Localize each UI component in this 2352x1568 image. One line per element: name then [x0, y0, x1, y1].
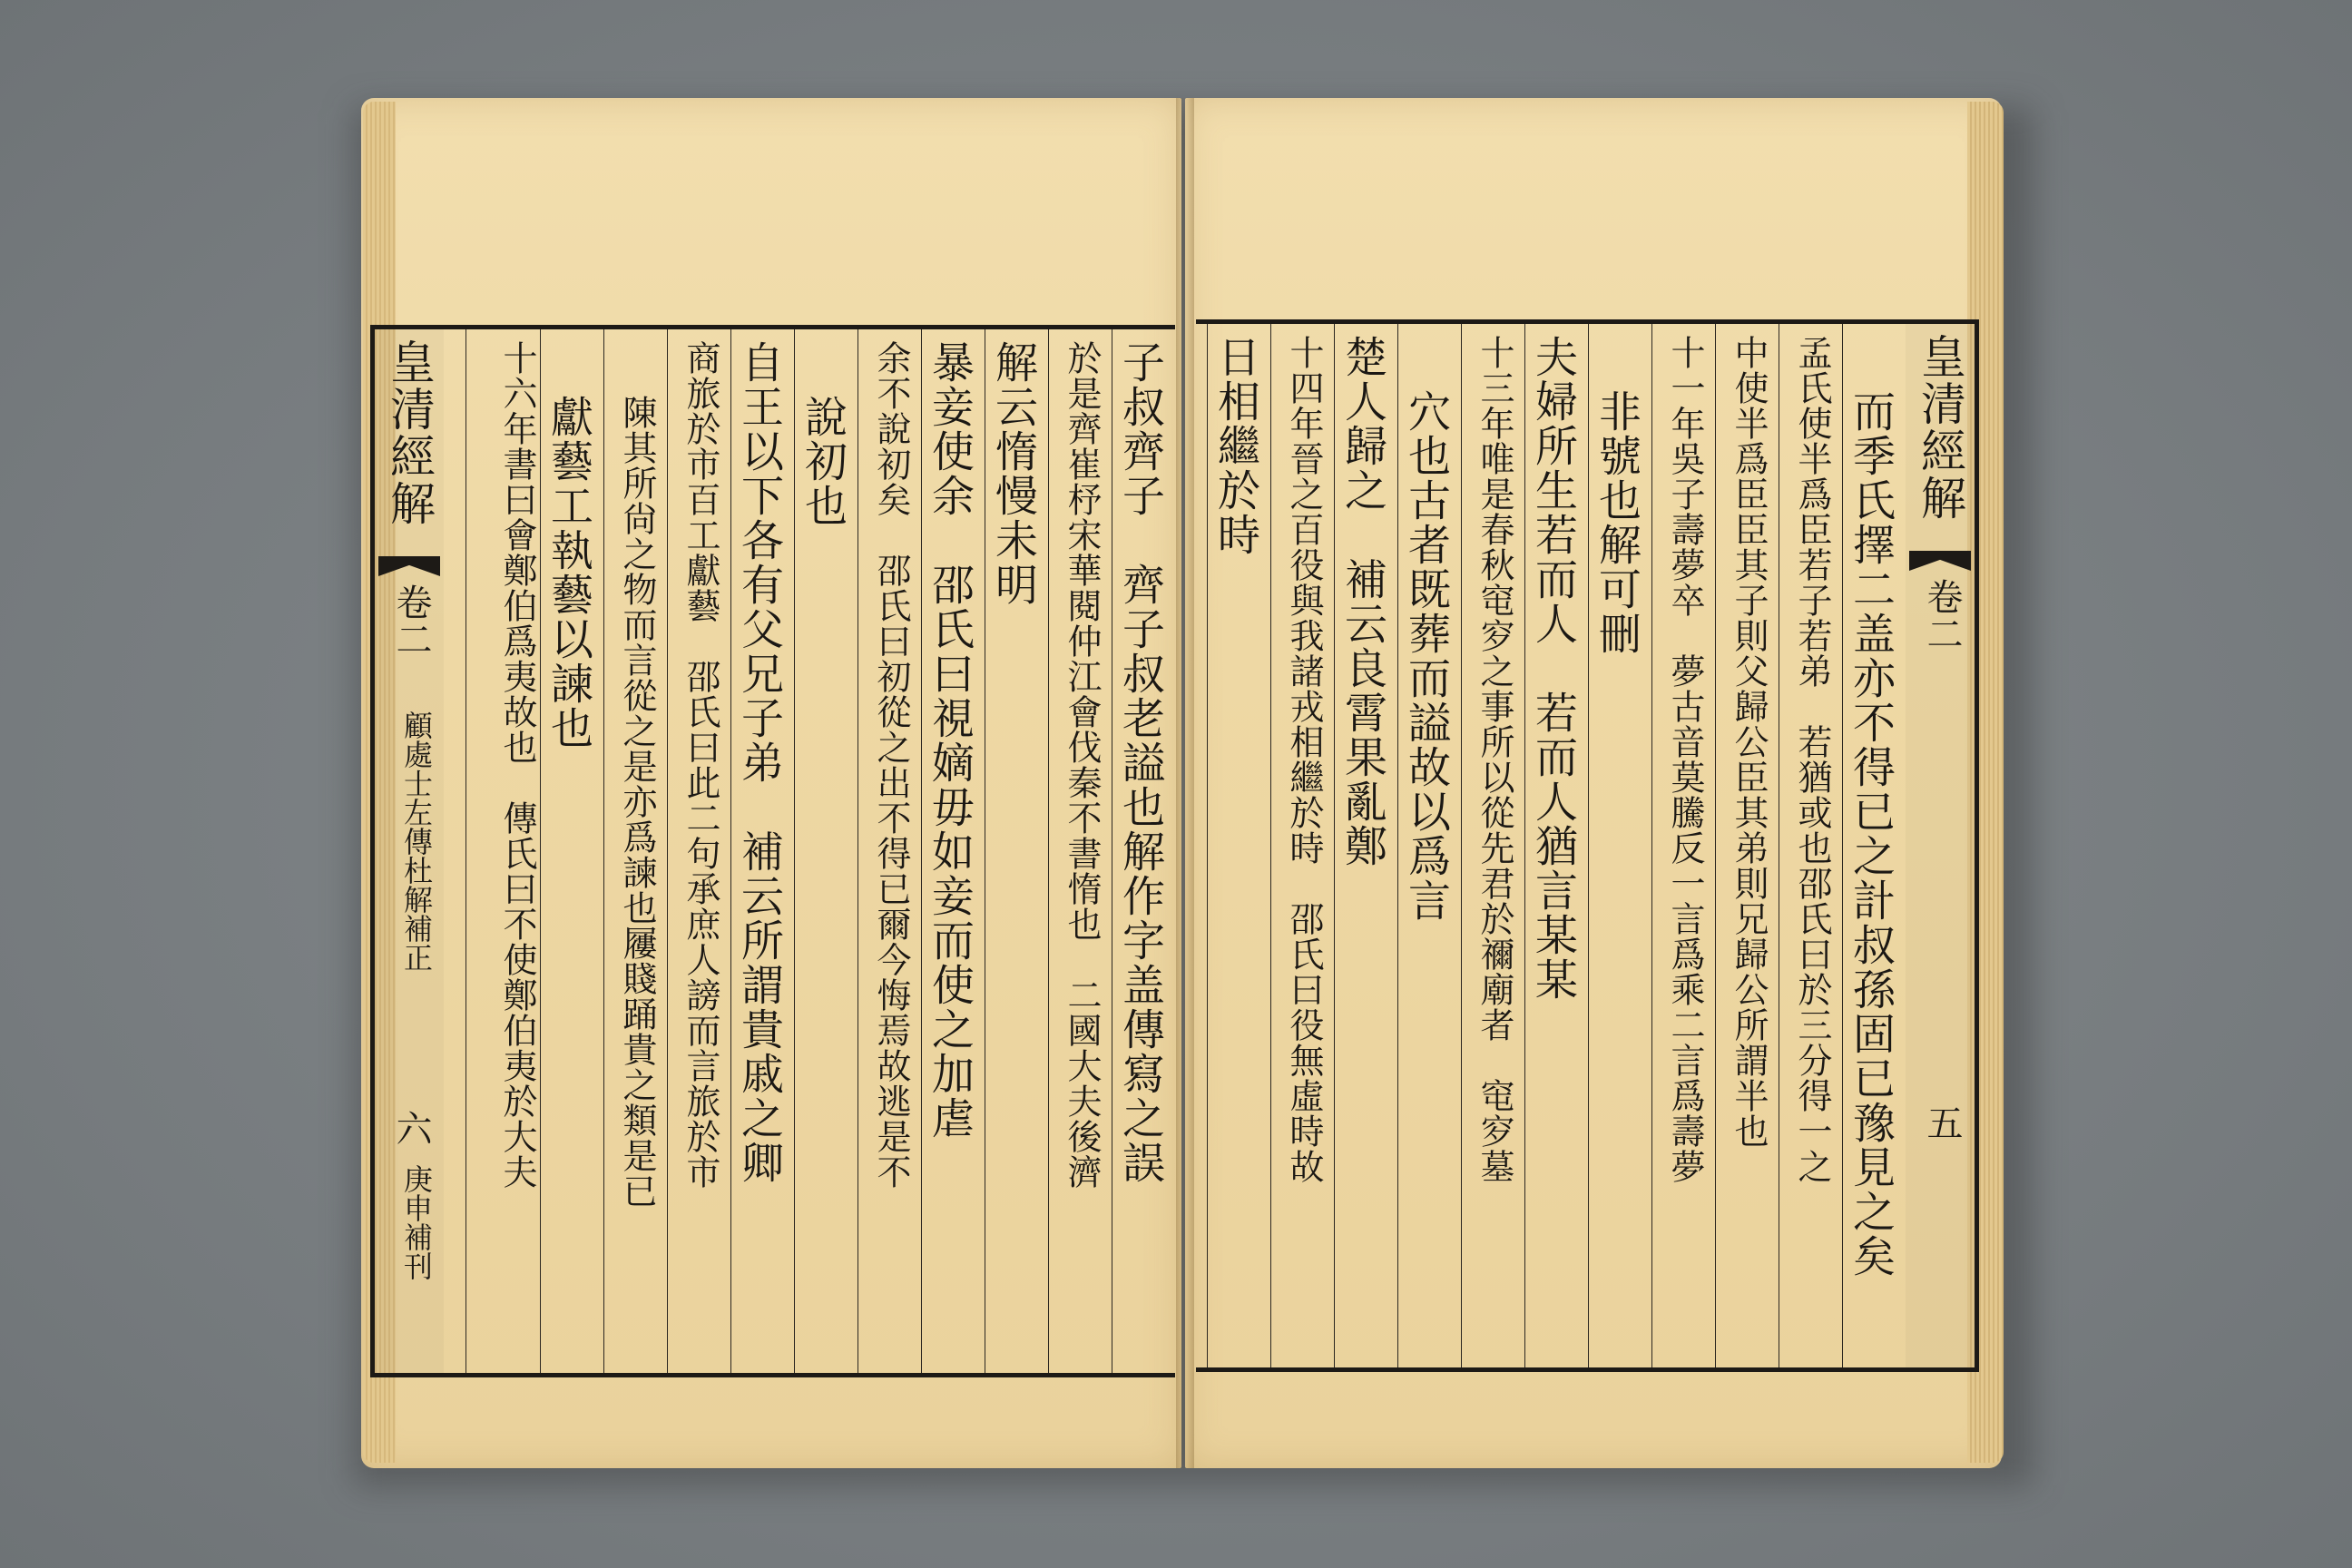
left-text-frame [370, 325, 1175, 1377]
text-column: 獻藝工執藝以諫也 [540, 329, 595, 1373]
text-column: 夫婦所生若而人 若而人猶言某某 [1524, 324, 1580, 1367]
margin-juan: 卷二 [390, 583, 432, 658]
text-column: 余不說初矣 邵氏曰初從之出不得已爾今悔焉故逃是不 [858, 329, 913, 1373]
margin-title: 皇清經解 [383, 338, 436, 527]
text-column: 十四年晉之百役與我諸戎相繼於時 邵氏曰役無虛時故 [1270, 324, 1326, 1367]
text-column: 說初也 [794, 329, 849, 1373]
left-margin-column [375, 329, 444, 1373]
right-margin-column [1906, 324, 1975, 1367]
text-column: 自王以下各有父兄子弟 補云所謂貴戚之卿 [730, 329, 786, 1373]
text-column: 非號也解可刪 [1588, 324, 1643, 1367]
text-column: 陳其所尙之物而言從之是亦爲諫也屨賤踊貴之類是已 [603, 329, 659, 1373]
right-text-frame [1196, 319, 1979, 1372]
margin-juan: 卷二 [1921, 578, 1963, 652]
margin-author: 顧處士左傳杜解補正 [399, 710, 434, 972]
margin-title: 皇清經解 [1914, 333, 1966, 522]
fishtail-mark [1909, 551, 1971, 571]
text-column: 十六年書曰會鄭伯爲夷故也 傳氏曰不使鄭伯夷於大夫 [466, 329, 539, 1373]
fishtail-mark [378, 556, 440, 576]
text-column: 十三年唯是春秋窀穸之事所以從先君於禰廟者 窀穸墓 [1461, 324, 1516, 1367]
text-column: 商旅於市百工獻藝 邵氏曰此二句承庶人謗而言旅於市 [667, 329, 722, 1373]
text-column: 中使半爲臣臣其子則父歸公臣其弟則兄歸公所謂半也 [1715, 324, 1770, 1367]
margin-imprint: 庚申補刊 [399, 1164, 434, 1280]
text-column: 孟氏使半爲臣若子若弟 若猶或也邵氏曰於三分得一之 [1779, 324, 1834, 1367]
text-column: 日相繼於時 [1207, 324, 1262, 1367]
text-column: 解云惰慢未明 [985, 329, 1040, 1373]
text-column: 暴妾使余 邵氏曰視嫡毋如妾而使之加虐 [921, 329, 976, 1373]
margin-folio: 五 [1921, 1104, 1963, 1142]
text-column: 子叔齊子 齊子叔老謚也解作字盖傳寫之誤 [1112, 329, 1167, 1373]
margin-folio: 六 [390, 1110, 432, 1147]
text-column: 穴也古者既葬而謚故以爲言 [1397, 324, 1453, 1367]
text-column: 十一年吳子壽夢卒 夢古音莫騰反一言爲乘二言爲壽夢 [1651, 324, 1707, 1367]
text-column: 楚人歸之 補云良霄果亂鄭 [1334, 324, 1389, 1367]
text-column: 而季氏擇二盖亦不得已之計叔孫固已豫見之矣 [1842, 324, 1897, 1367]
book-gutter [1176, 98, 1194, 1468]
text-column: 於是齊崔杼宋華閱仲江會伐秦不書惰也 二國大夫後濟 [1048, 329, 1103, 1373]
